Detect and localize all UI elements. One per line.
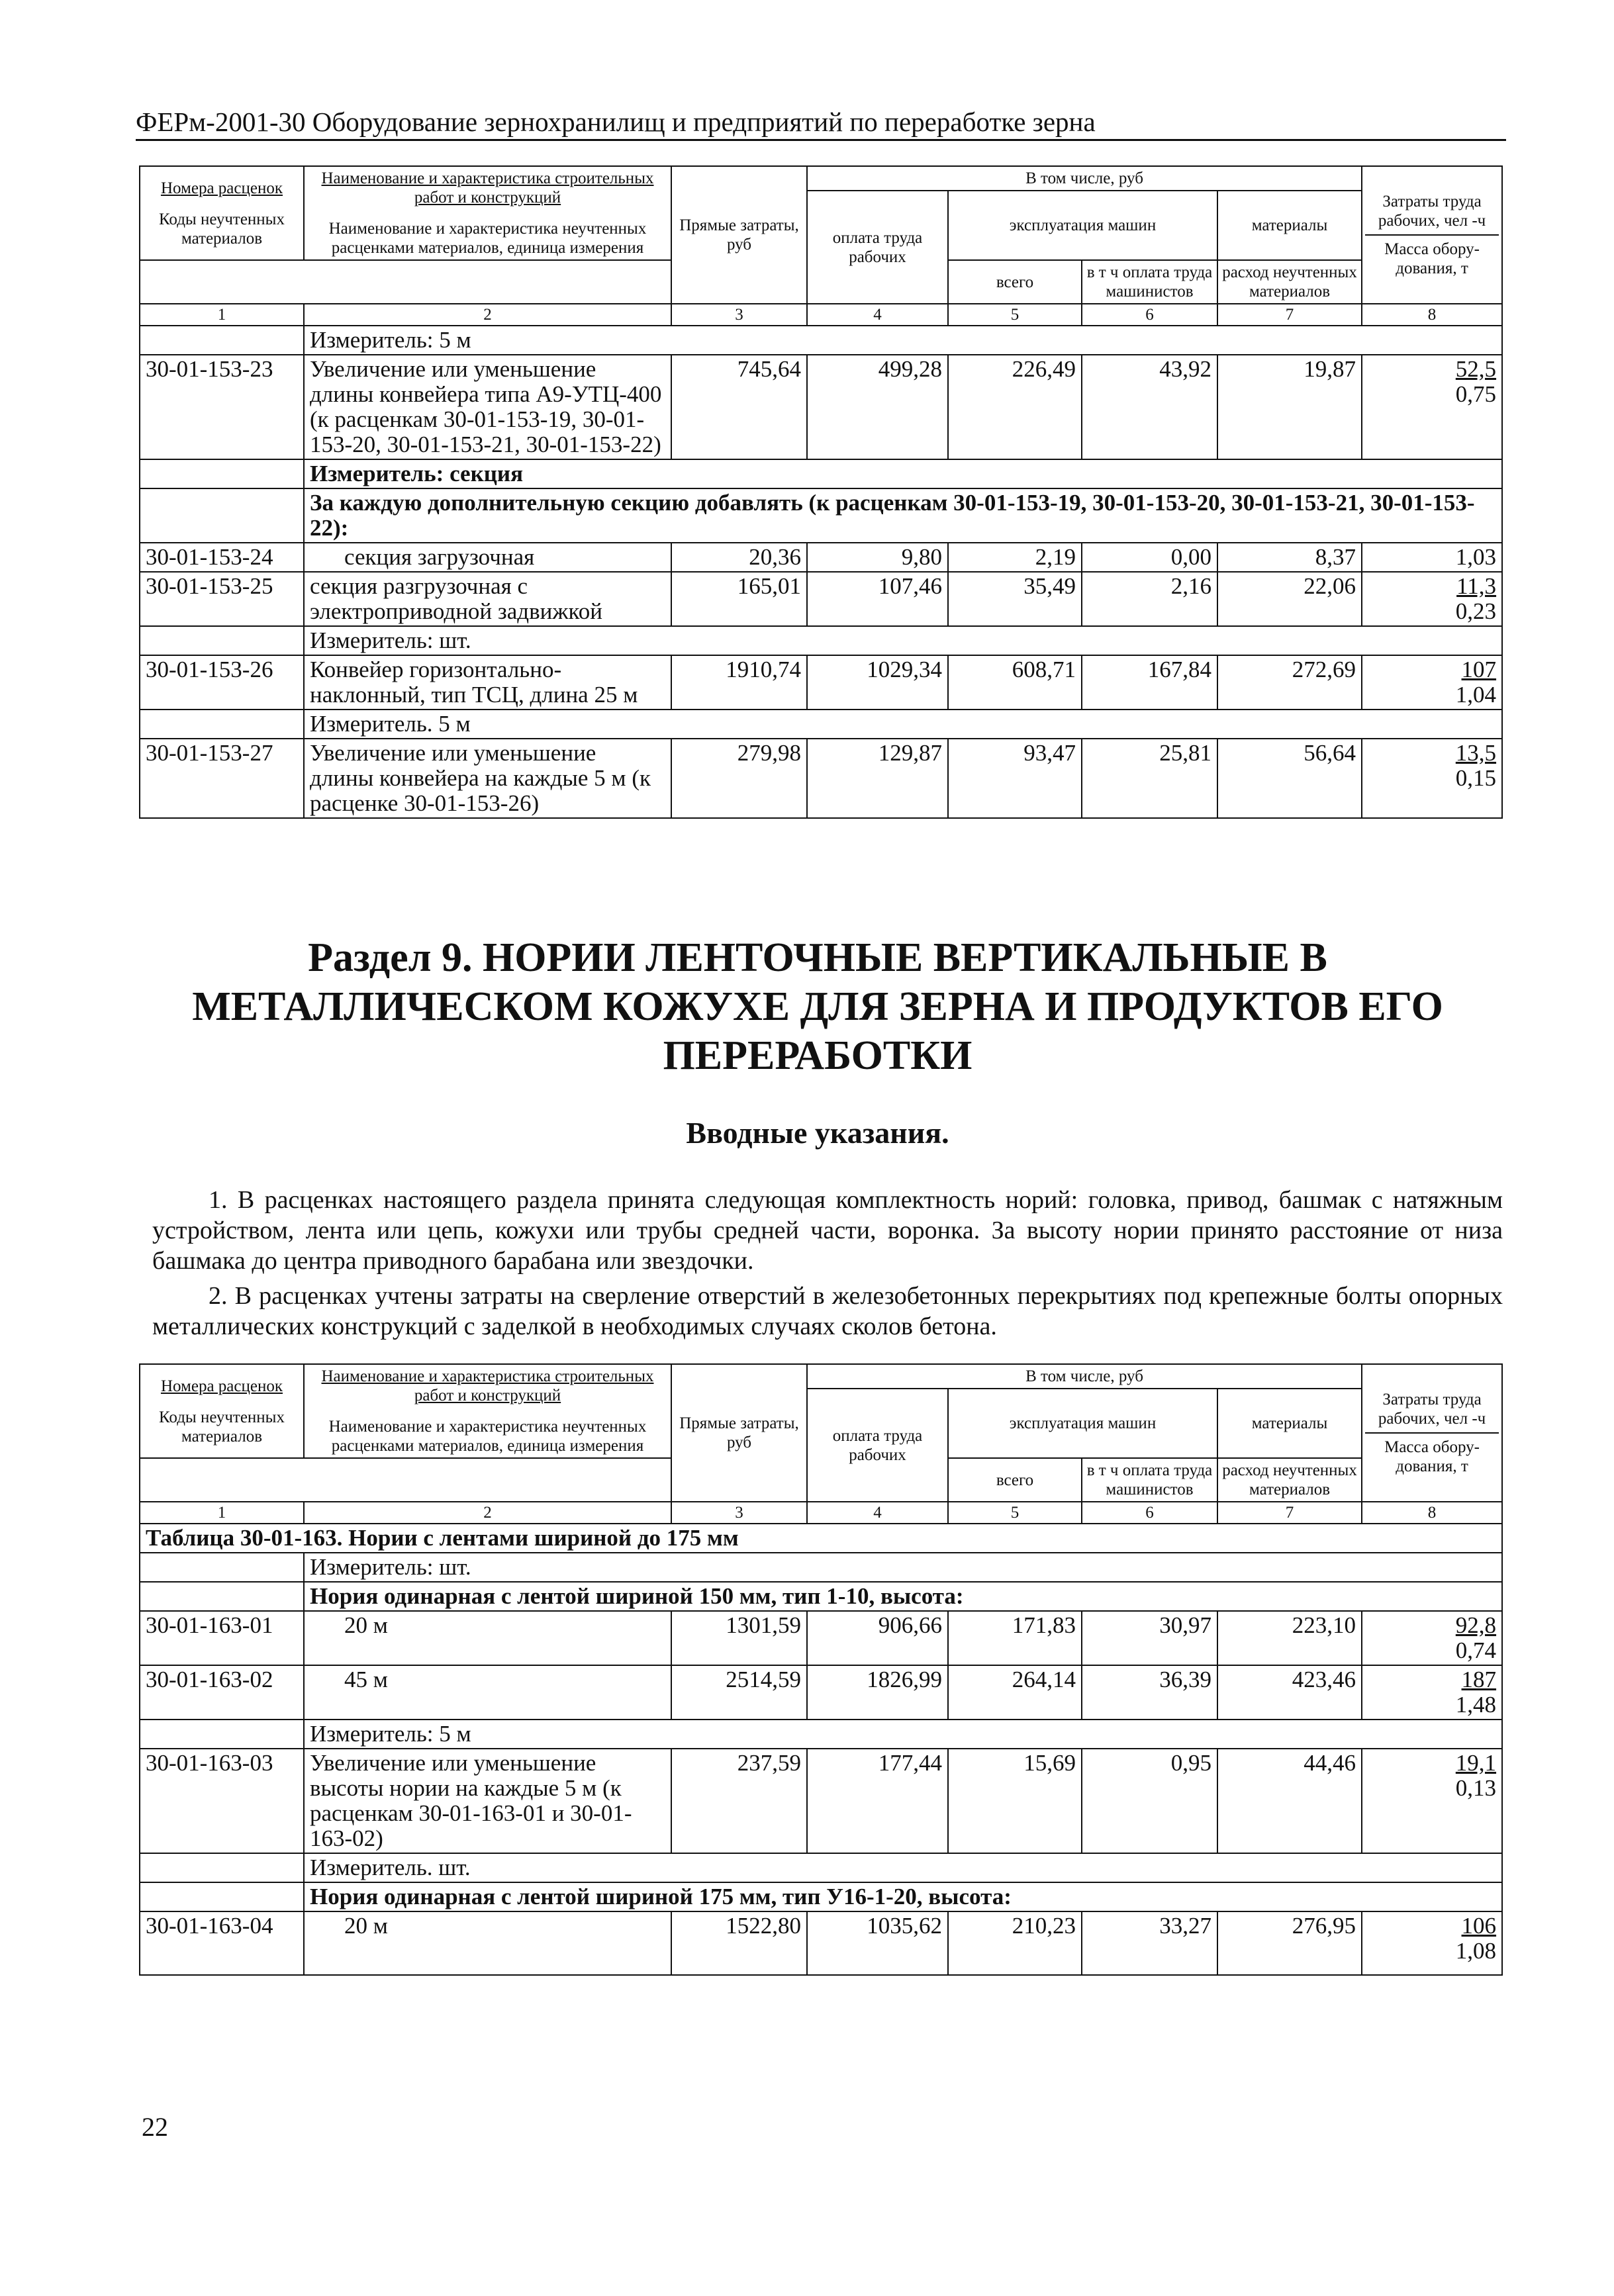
machines-total: 93,47	[948, 739, 1082, 818]
header-col4: оплата труда рабочих	[807, 1389, 948, 1502]
rate-code: 30-01-153-24	[140, 543, 304, 572]
operators-pay: 36,39	[1082, 1665, 1217, 1720]
labor-pay: 499,28	[807, 355, 948, 459]
header-col1: Номера расценок Коды неучтенных материалов	[140, 1364, 304, 1458]
col-number: 2	[304, 1502, 671, 1524]
table-row	[140, 1665, 1502, 1720]
header-col1: Номера расценок Коды неучтенных материалов	[140, 166, 304, 260]
direct-cost: 1301,59	[671, 1611, 807, 1665]
rates-table-1	[139, 165, 1503, 819]
header-col2: Наименование и характеристика строительных работ и конструкций Наименование и характеристика неучтенных расценками материалов, единица измерения	[304, 1364, 671, 1458]
machines-total: 210,23	[948, 1911, 1082, 1975]
labor-pay: 1035,62	[807, 1911, 948, 1975]
table-row	[140, 739, 1502, 818]
col-number: 2	[304, 304, 671, 326]
header-incl: В том числе, руб	[807, 166, 1362, 191]
operators-pay: 167,84	[1082, 655, 1217, 710]
measure-row: Измеритель. шт.	[304, 1853, 1502, 1882]
direct-cost: 2514,59	[671, 1665, 807, 1720]
header-col8: Затраты труда рабочих, чел -ч Масса обору- дования, т	[1362, 1364, 1502, 1502]
labor-pay: 177,44	[807, 1749, 948, 1853]
col-number: 4	[807, 1502, 948, 1524]
header-machines: эксплуатация машин	[948, 191, 1217, 260]
rate-name: Конвейер горизонтально-наклонный, тип ТСЦ, длина 25 м	[304, 655, 671, 710]
rate-name: Увеличение или уменьшение высоты нории на каждые 5 м (к расценкам 30-01-163-01 и 30-01-163-02)	[304, 1749, 671, 1853]
col-number: 3	[671, 304, 807, 326]
rate-name: Увеличение или уменьшение длины конвейера на каждые 5 м (к расценке 30-01-153-26)	[304, 739, 671, 818]
materials-cost: 423,46	[1217, 1665, 1362, 1720]
col-number: 3	[671, 1502, 807, 1524]
table-row	[140, 355, 1502, 459]
labor-mass: 13,5 0,15	[1362, 739, 1502, 818]
col-number: 1	[140, 1502, 304, 1524]
table-row	[140, 543, 1502, 572]
header-machines: эксплуатация машин	[948, 1389, 1217, 1458]
group-note: За каждую дополнительную секцию добавлять (к расценкам 30-01-153-19, 30-01-153-20, 30-01-153-21, 30-01-153-22):	[304, 488, 1502, 543]
rate-name: 45 м	[304, 1665, 671, 1720]
labor-pay: 9,80	[807, 543, 948, 572]
header-col2: Наименование и характеристика строительных работ и конструкций Наименование и характеристика неучтенных расценками материалов, единица измерения	[304, 166, 671, 260]
direct-cost: 237,59	[671, 1749, 807, 1853]
measure-row: Измеритель: шт.	[304, 626, 1502, 655]
col-number: 7	[1217, 1502, 1362, 1524]
col-number: 8	[1362, 1502, 1502, 1524]
header-incl: В том числе, руб	[807, 1364, 1362, 1389]
operators-pay: 30,97	[1082, 1611, 1217, 1665]
materials-cost: 8,37	[1217, 543, 1362, 572]
header-col5: всего	[948, 260, 1082, 304]
header-col6: в т ч оплата труда машинистов	[1082, 260, 1217, 304]
rate-name: секция разгрузочная с электроприводной задвижкой	[304, 572, 671, 626]
intro-paragraph-1: 1. В расценках настоящего раздела принята следующая комплектность норий: головка, привод, башмак с натяжным устройством, лента или цепь, кожухи или трубы средней части, воронка. За высоту нории принято расстояние от низа башмака до центра приводного барабана или звездочки.	[152, 1186, 1503, 1275]
materials-cost: 44,46	[1217, 1749, 1362, 1853]
rate-code: 30-01-153-27	[140, 739, 304, 818]
labor-pay: 1826,99	[807, 1665, 948, 1720]
materials-cost: 276,95	[1217, 1911, 1362, 1975]
materials-cost: 22,06	[1217, 572, 1362, 626]
labor-pay: 129,87	[807, 739, 948, 818]
col-number: 6	[1082, 1502, 1217, 1524]
col-number: 4	[807, 304, 948, 326]
col-number: 6	[1082, 304, 1217, 326]
operators-pay: 43,92	[1082, 355, 1217, 459]
direct-cost: 20,36	[671, 543, 807, 572]
table-row	[140, 1611, 1502, 1665]
labor-pay: 1029,34	[807, 655, 948, 710]
labor-mass: 92,8 0,74	[1362, 1611, 1502, 1665]
section-title: Раздел 9. НОРИИ ЛЕНТОЧНЫЕ ВЕРТИКАЛЬНЫЕ В МЕТАЛЛИЧЕСКОМ КОЖУХЕ ДЛЯ ЗЕРНА И ПРОДУКТОВ ЕГО ПЕРЕРАБОТКИ	[192, 935, 1443, 1078]
rate-name: 20 м	[304, 1611, 671, 1665]
labor-mass: 11,3 0,23	[1362, 572, 1502, 626]
measure-row: Измеритель: 5 м	[304, 1720, 1502, 1749]
header-col6: в т ч оплата труда машинистов	[1082, 1458, 1217, 1502]
machines-total: 35,49	[948, 572, 1082, 626]
header-col7: расход неучтенных материалов	[1217, 1458, 1362, 1502]
group-heading: Нория одинарная с лентой шириной 175 мм, тип У16-1-20, высота:	[304, 1882, 1502, 1911]
machines-total: 171,83	[948, 1611, 1082, 1665]
labor-pay: 906,66	[807, 1611, 948, 1665]
direct-cost: 745,64	[671, 355, 807, 459]
materials-cost: 272,69	[1217, 655, 1362, 710]
table-row	[140, 655, 1502, 710]
measure-row: Измеритель: 5 м	[304, 326, 1502, 355]
measure-row: Измеритель: шт.	[304, 1553, 1502, 1582]
table-row	[140, 572, 1502, 626]
direct-cost: 279,98	[671, 739, 807, 818]
rate-code: 30-01-163-03	[140, 1749, 304, 1853]
materials-cost: 223,10	[1217, 1611, 1362, 1665]
labor-mass: 107 1,04	[1362, 655, 1502, 710]
labor-mass: 19,1 0,13	[1362, 1749, 1502, 1853]
direct-cost: 1910,74	[671, 655, 807, 710]
col-number: 7	[1217, 304, 1362, 326]
header-col3: Прямые затраты, руб	[671, 166, 807, 304]
measure-row: Измеритель. 5 м	[304, 710, 1502, 739]
materials-cost: 56,64	[1217, 739, 1362, 818]
labor-mass: 106 1,08	[1362, 1911, 1502, 1975]
operators-pay: 0,00	[1082, 543, 1217, 572]
machines-total: 264,14	[948, 1665, 1082, 1720]
intro-paragraph-2: 2. В расценках учтены затраты на сверление отверстий в железобетонных перекрытиях под крепежные болты опорных металлических конструкций с заделкой в необходимых случаях сколов бетона.	[152, 1282, 1503, 1340]
direct-cost: 1522,80	[671, 1911, 807, 1975]
col-number: 5	[948, 304, 1082, 326]
labor-mass: 1,03	[1362, 543, 1502, 572]
intro-title: Вводные указания.	[686, 1116, 949, 1150]
operators-pay: 0,95	[1082, 1749, 1217, 1853]
table-caption: Таблица 30-01-163. Нории с лентами шириной до 175 мм	[140, 1524, 1502, 1553]
labor-mass: 187 1,48	[1362, 1665, 1502, 1720]
rate-code: 30-01-163-01	[140, 1611, 304, 1665]
col-number: 8	[1362, 304, 1502, 326]
header-col8: Затраты труда рабочих, чел -ч Масса обору- дования, т	[1362, 166, 1502, 304]
machines-total: 2,19	[948, 543, 1082, 572]
col-number: 1	[140, 304, 304, 326]
machines-total: 226,49	[948, 355, 1082, 459]
rate-code: 30-01-163-04	[140, 1911, 304, 1975]
header-materials: материалы	[1217, 191, 1362, 260]
header-col4: оплата труда рабочих	[807, 191, 948, 304]
rate-name: Увеличение или уменьшение длины конвейера типа А9-УТЦ-400 (к расценкам 30-01-153-19, 30-01-153-20, 30-01-153-21, 30-01-153-22)	[304, 355, 671, 459]
page-number: 22	[142, 2112, 168, 2142]
rate-code: 30-01-153-26	[140, 655, 304, 710]
header-materials: материалы	[1217, 1389, 1362, 1458]
materials-cost: 19,87	[1217, 355, 1362, 459]
measure-row: Измеритель: секция	[304, 459, 1502, 488]
header-col7: расход неучтенных материалов	[1217, 260, 1362, 304]
machines-total: 15,69	[948, 1749, 1082, 1853]
direct-cost: 165,01	[671, 572, 807, 626]
operators-pay: 25,81	[1082, 739, 1217, 818]
labor-mass: 52,5 0,75	[1362, 355, 1502, 459]
rate-code: 30-01-153-25	[140, 572, 304, 626]
rate-code: 30-01-163-02	[140, 1665, 304, 1720]
labor-pay: 107,46	[807, 572, 948, 626]
table-row	[140, 1911, 1502, 1975]
machines-total: 608,71	[948, 655, 1082, 710]
operators-pay: 33,27	[1082, 1911, 1217, 1975]
rate-code: 30-01-153-23	[140, 355, 304, 459]
running-header: ФЕРм-2001-30 Оборудование зернохранилищ и предприятий по переработке зерна	[136, 106, 1506, 141]
rates-table-2	[139, 1363, 1503, 1976]
group-heading: Нория одинарная с лентой шириной 150 мм, тип 1-10, высота:	[304, 1582, 1502, 1611]
header-col3: Прямые затраты, руб	[671, 1364, 807, 1502]
operators-pay: 2,16	[1082, 572, 1217, 626]
rate-name: 20 м	[304, 1911, 671, 1975]
col-number: 5	[948, 1502, 1082, 1524]
rate-name: секция загрузочная	[304, 543, 671, 572]
table-row	[140, 1749, 1502, 1853]
header-col5: всего	[948, 1458, 1082, 1502]
